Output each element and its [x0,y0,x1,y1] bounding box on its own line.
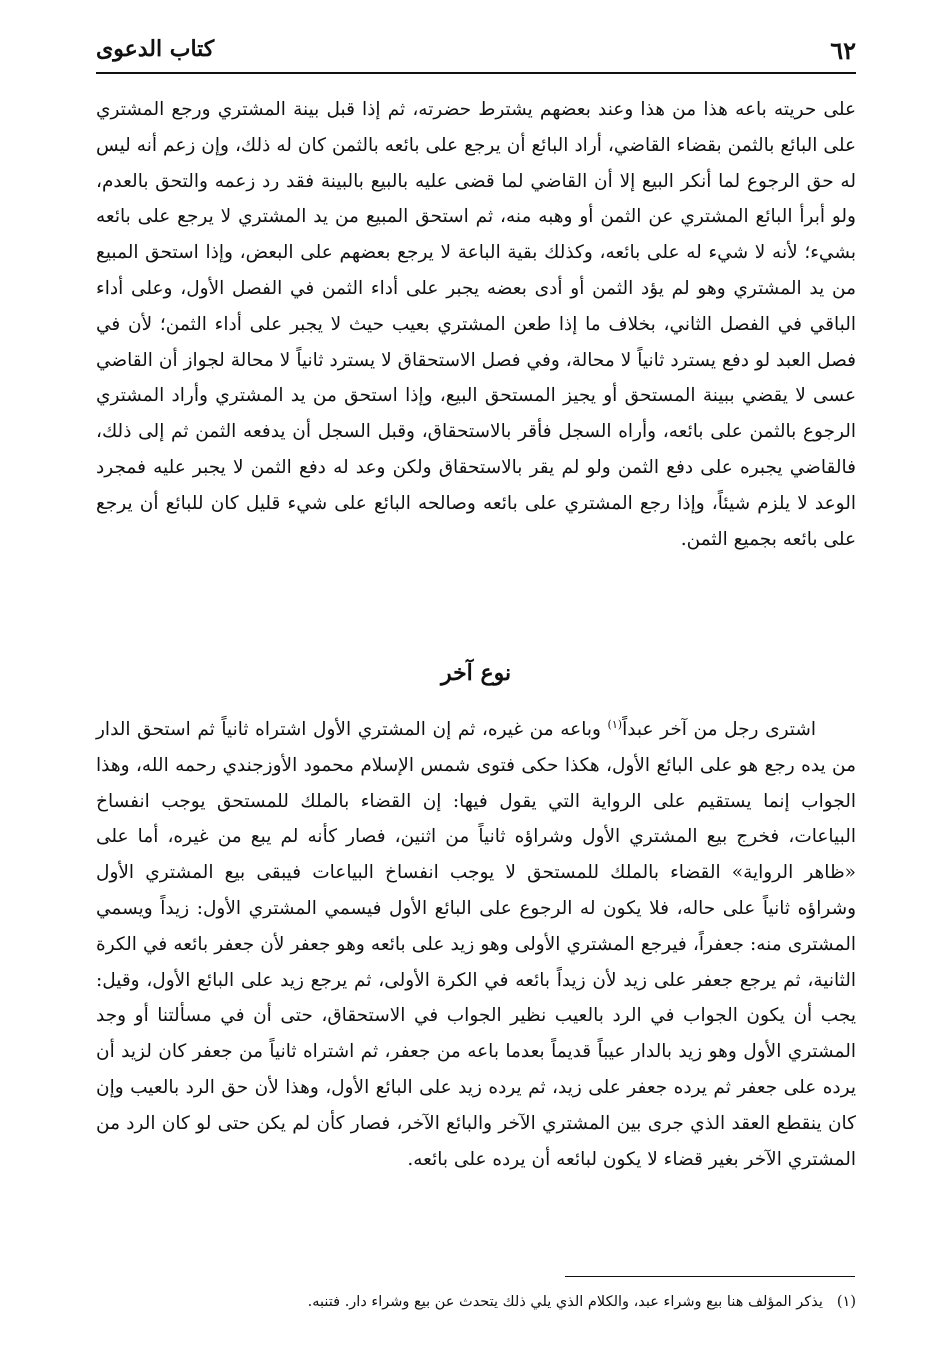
paragraph-2-start: اشترى رجل من آخر عبداً [622,719,817,740]
main-text-section-2 [96,712,856,1177]
footnote-divider [565,1276,855,1277]
main-text-section-1 [96,92,856,557]
footnote-text: يذكر المؤلف هنا بيع وشراء عبد، والكلام الذي يلي ذلك يتحدث عن بيع وشراء دار. فتنبه. [307,1294,823,1310]
footnote-reference[interactable]: (١) [607,717,623,731]
footnote-number: (١) [836,1294,856,1310]
footnote [96,1290,856,1314]
section-heading: نوع آخر [440,660,512,686]
paragraph-2 [96,712,856,1177]
page-number: ٦٢ [830,36,856,65]
paragraph-2-rest: وباعه من غيره، ثم إن المشتري الأول اشتراه ثانياً ثم استحق الدار من يده رجع هو على البائع الأول، هكذا حكى فتوى شمس الإسلام محمود الأوزجندي رحمه الله، وهذا الجواب إنما يستقيم على الرواية التي يقول فيها: إن القضاء بالملك للمستحق يوجب انفساخ البياعات، فخرج بيع المشتري الأول وشراؤه ثانياً من اثنين، فصار كأنه لم يبع من غيره، أما على «ظاهر الرواية» القضاء بالملك للمستحق لا يوجب انفساخ البياعات فيبقى بيع المشتري الأول وشراؤه ثانياً على حاله، فلا يكون له الرجوع على البائع الأول فيسمي المشتري الأول: زيداً ويسمي المشترى منه: جعفراً، فيرجع المشتري الأولى وهو زيد على بائعه وهو جعفر لأن جعفر بائعه في الكرة الثانية، ثم يرجع جعفر على زيد لأن زيداً بائعه في الكرة الأولى، ثم يرجع زيد على البائع الأول، وقيل: يجب أن يكون الجواب في الرد بالعيب نظير الجواب في الاستحقاق، حتى أن في مسألتنا أو وجد المشتري الأول وهو زيد بالدار عيباً قديماً بعدما باعه من جعفر، ثم اشتراه ثانياً من جعفر كان لزيد أن يرده على جعفر ثم يرده جعفر على زيد، ثم يرده زيد على البائع الأول، وهذا لأن حق الرد بالعيب وإن كان ينقطع العقد الذي جرى بين المشتري الآخر والبائع الآخر، فصار كأن لم يكن حتى لو كان الرد من المشتري الآخر بغير قضاء لا يكون لبائعه أن يرده على بائعه. [96,719,856,1170]
header-divider [96,72,856,74]
page-header [96,30,856,74]
paragraph-1: على حريته باعه هذا من هذا وعند بعضهم يشترط حضرته، ثم إذا قبل بينة المشتري ورجع المشتري على البائع بالثمن بقضاء القاضي، أراد البائع أن يرجع على بائعه بالثمن كان له ذلك، وإن زعم أنه ليس له حق الرجوع لما أنكر البيع إلا أن القاضي لما قضى عليه بالبيع بالبينة فقد رد زعمه والتحق بالعدم، ولو أبرأ البائع المشتري عن الثمن أو وهبه منه، ثم استحق المبيع من يد المشتري لا يرجع على بائعه بشيء؛ لأنه لا شيء له على بائعه، وكذلك بقية الباعة لا يرجع بعضهم على البعض، وإذا استحق المبيع من يد المشتري وهو لم يؤد الثمن أو أدى بعضه يجبر على أداء الثمن في الفصل الأول، وعلى أداء الباقي في الفصل الثاني، بخلاف ما إذا طعن المشتري بعيب حيث لا يجبر على أداء الثمن؛ لأن في فصل العبد لو دفع يسترد ثانياً لا محالة، وفي فصل الاستحقاق لا يسترد ثانياً لا محالة لجواز أن القاضي عسى لا يقضي ببينة المستحق أو يجيز المستحق البيع، وإذا استحق من يد المشتري وأراد المشتري الرجوع بالثمن على بائعه، وأراه السجل فأقر بالاستحقاق، وقبل السجل أن يدفعه الثمن ثم إلى ذلك، فالقاضي يجبره على دفع الثمن ولو لم يقر بالاستحقاق ولكن وعد له دفع الثمن لا يجبر عليه فمجرد الوعد لا يلزم شيئاً، وإذا رجع المشتري على بائعه وصالحه البائع على شيء قليل كان للبائع أن يرجع على بائعه بجميع الثمن. [96,99,856,550]
book-title: كتاب الدعوى [96,36,215,62]
